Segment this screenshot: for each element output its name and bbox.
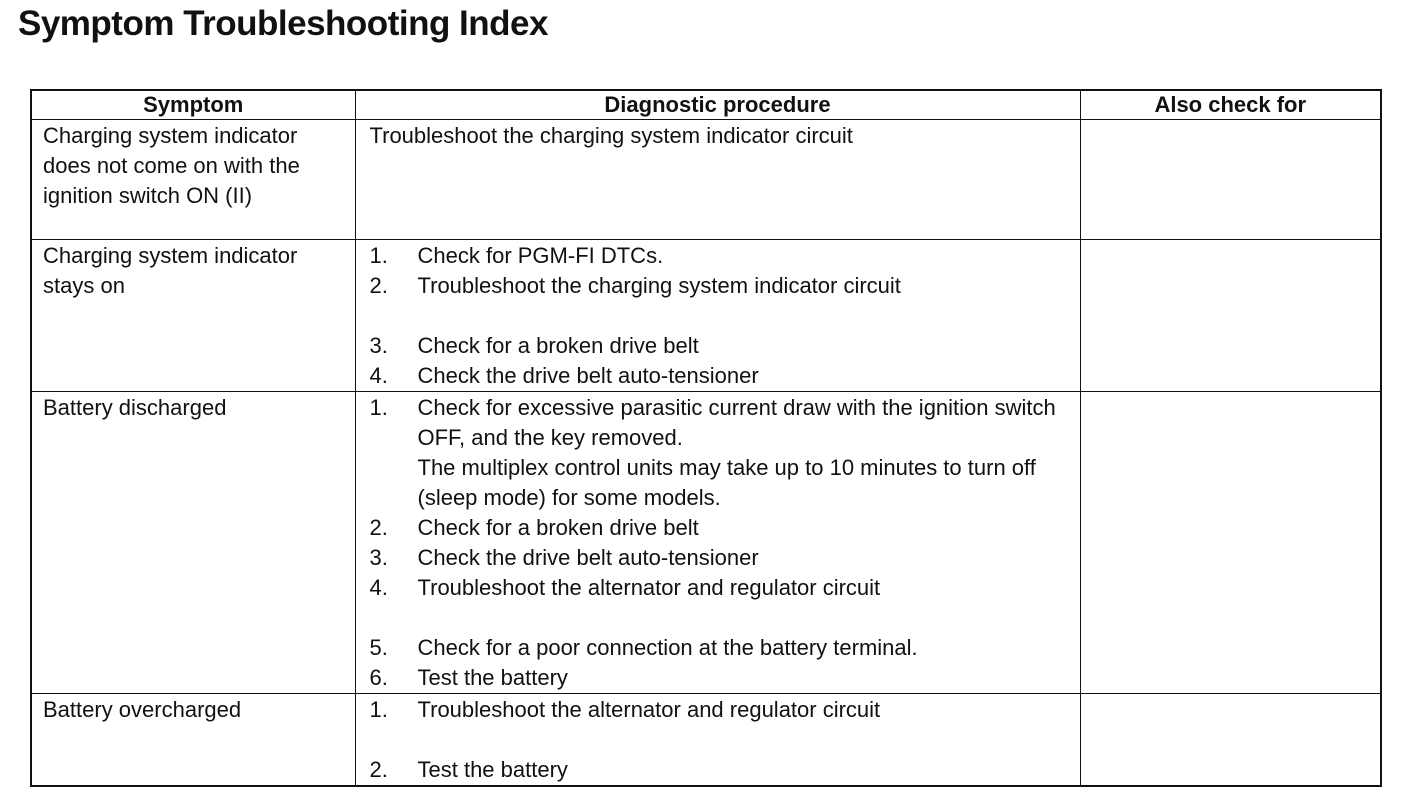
procedure-step [370, 573, 1070, 603]
step-text: Test the battery [417, 665, 568, 690]
procedure-cell [355, 120, 1080, 240]
table-row [31, 120, 1381, 240]
procedure-step [370, 663, 1070, 693]
step-text: Test the battery [417, 757, 568, 782]
also-check-cell [1080, 392, 1381, 694]
also-check-cell [1080, 120, 1381, 240]
procedure-step [370, 331, 1070, 361]
also-check-cell [1080, 694, 1381, 787]
symptom-index-table [30, 89, 1382, 787]
step-number: 4. [369, 575, 388, 600]
step-number: 1. [369, 395, 388, 420]
step-spacer [370, 301, 1070, 331]
also-check-cell [1080, 240, 1381, 392]
step-text: Troubleshoot the charging system indicator circuit [417, 273, 901, 298]
table-row [31, 694, 1381, 787]
step-spacer [370, 725, 1070, 755]
step-number: 2. [369, 515, 388, 540]
step-text: Check the drive belt auto-tensioner [417, 363, 759, 388]
step-number: 2. [369, 757, 388, 782]
table-row [31, 392, 1381, 694]
procedure-step [370, 393, 1070, 513]
procedure-cell [355, 392, 1080, 694]
procedure-step [370, 513, 1070, 543]
step-text: Troubleshoot the alternator and regulator circuit [417, 575, 881, 600]
column-header-diagnostic-procedure: Diagnostic procedure [355, 90, 1080, 120]
step-text: Check for excessive parasitic current draw with the ignition switch OFF, and the key removed. [417, 395, 1056, 450]
step-text-group [418, 393, 1070, 513]
procedure-step [370, 695, 1070, 725]
procedure-step [370, 543, 1070, 573]
procedure-cell [355, 240, 1080, 392]
step-note: The multiplex control units may take up to 10 minutes to turn off (sleep mode) for some models. [417, 455, 1036, 510]
step-text: Check for a broken drive belt [417, 333, 699, 358]
procedure-step [370, 271, 1070, 301]
step-text: Check for PGM-FI DTCs. [417, 243, 664, 268]
procedure-step [370, 241, 1070, 271]
step-number: 5. [369, 635, 388, 660]
procedure-step [370, 361, 1070, 391]
symptom-cell: Charging system indicator stays on [31, 240, 355, 392]
step-number: 6. [369, 665, 388, 690]
symptom-cell: Charging system indicator does not come on with the ignition switch ON (II) [31, 120, 355, 240]
table-row [31, 240, 1381, 392]
symptom-cell: Battery overcharged [31, 694, 355, 787]
step-number: 1. [369, 243, 388, 268]
step-text: Troubleshoot the alternator and regulator circuit [417, 697, 881, 722]
procedure-step [370, 755, 1070, 785]
step-text: Check the drive belt auto-tensioner [417, 545, 759, 570]
step-text: Check for a poor connection at the battery terminal. [417, 635, 918, 660]
step-number: 1. [369, 697, 388, 722]
step-number: 3. [369, 545, 388, 570]
step-spacer [370, 603, 1070, 633]
procedure-cell [355, 694, 1080, 787]
procedure-text: Troubleshoot the charging system indicator circuit [369, 123, 853, 148]
header-row [31, 90, 1381, 120]
page-title: Symptom Troubleshooting Index [18, 4, 548, 43]
step-number: 2. [369, 273, 388, 298]
symptom-cell: Battery discharged [31, 392, 355, 694]
step-text: Check for a broken drive belt [417, 515, 699, 540]
column-header-also-check-for: Also check for [1080, 90, 1381, 120]
procedure-step [370, 633, 1070, 663]
column-header-symptom: Symptom [31, 90, 355, 120]
step-number: 3. [369, 333, 388, 358]
step-number: 4. [369, 363, 388, 388]
